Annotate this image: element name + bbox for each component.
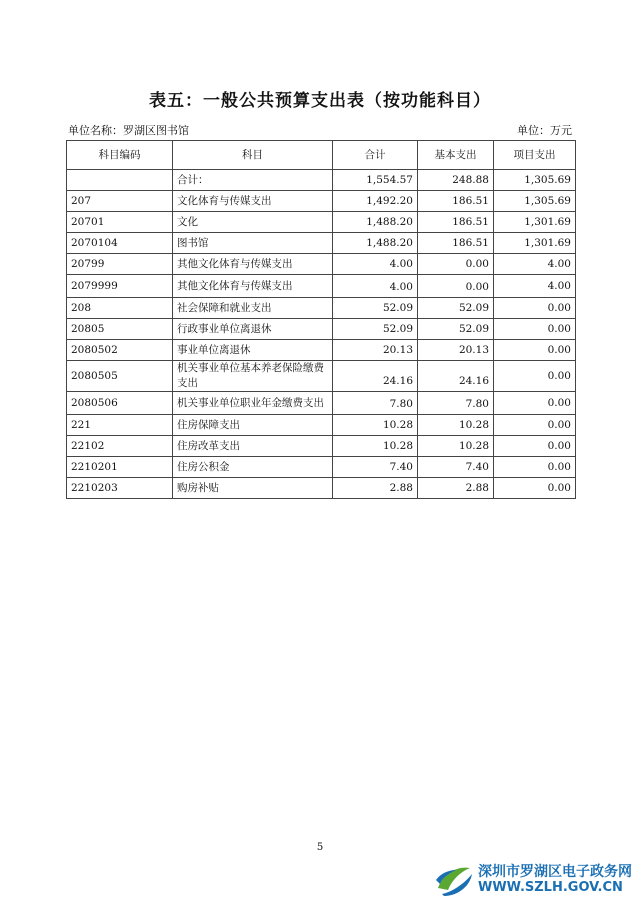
row-basic: 10.28 [418,415,494,436]
page-title: 表五：一般公共预算支出表（按功能科目） [149,91,491,111]
row-name: 住房保障支出 [173,415,333,436]
row-project: 4.00 [494,275,576,298]
row-basic: 186.51 [418,233,494,254]
row-name: 文化 [173,212,333,233]
table-row [67,436,576,457]
row-basic: 0.00 [418,275,494,298]
row-basic: 186.51 [418,191,494,212]
row-code: 2210203 [67,478,173,499]
row-project: 4.00 [494,254,576,275]
table-row [67,361,576,392]
table-row [67,298,576,319]
row-name: 合计： [173,170,333,191]
row-total: 10.28 [333,436,418,457]
row-basic: 248.88 [418,170,494,191]
row-project: 1,305.69 [494,170,576,191]
row-basic: 7.40 [418,457,494,478]
row-project: 0.00 [494,392,576,415]
row-total: 52.09 [333,319,418,340]
row-basic: 186.51 [418,212,494,233]
row-basic: 10.28 [418,436,494,457]
row-basic: 7.80 [418,392,494,415]
site-name-cn: 深圳市罗湖区电子政务网 [478,864,632,880]
table-row [67,478,576,499]
table-row [67,254,576,275]
row-project: 0.00 [494,319,576,340]
row-basic: 52.09 [418,298,494,319]
row-project: 1,301.69 [494,233,576,254]
row-total: 24.16 [333,361,418,392]
row-total: 7.80 [333,392,418,415]
row-name: 其他文化体育与传媒支出 [173,254,333,275]
row-code: 2080506 [67,392,173,415]
header-code: 科目编码 [67,141,173,170]
site-watermark-logo [432,858,632,900]
row-total: 1,488.20 [333,233,418,254]
row-project: 0.00 [494,298,576,319]
table-row [67,415,576,436]
row-project: 0.00 [494,436,576,457]
row-code: 20805 [67,319,173,340]
row-total: 4.00 [333,254,418,275]
row-total: 10.28 [333,415,418,436]
row-basic: 2.88 [418,478,494,499]
row-total: 20.13 [333,340,418,361]
page-number: 5 [316,842,324,853]
row-project: 0.00 [494,415,576,436]
row-project: 0.00 [494,361,576,392]
table-row [67,233,576,254]
table-row [67,340,576,361]
table-header-row [67,141,576,170]
header-basic: 基本支出 [418,141,494,170]
row-name: 社会保障和就业支出 [173,298,333,319]
header-name: 科目 [173,141,333,170]
row-code [67,170,173,191]
row-name: 其他文化体育与传媒支出 [173,275,333,298]
site-url: WWW.SZLH.GOV.CN [478,880,623,895]
row-project: 0.00 [494,340,576,361]
row-code: 208 [67,298,173,319]
table-row [67,275,576,298]
row-project: 0.00 [494,478,576,499]
row-name: 机关事业单位职业年金缴费支出 [173,392,333,415]
row-code: 221 [67,415,173,436]
row-code: 22102 [67,436,173,457]
row-project: 0.00 [494,457,576,478]
table-row [67,457,576,478]
table-row [67,170,576,191]
row-basic: 24.16 [418,361,494,392]
row-total: 7.40 [333,457,418,478]
row-total: 1,554.57 [333,170,418,191]
row-name: 图书馆 [173,233,333,254]
row-project: 1,301.69 [494,212,576,233]
row-name: 住房改革支出 [173,436,333,457]
row-code: 2079999 [67,275,173,298]
header-total: 合计 [333,141,418,170]
row-name: 行政事业单位离退休 [173,319,333,340]
header-project: 项目支出 [494,141,576,170]
row-total: 2.88 [333,478,418,499]
row-name: 住房公积金 [173,457,333,478]
row-code: 20799 [67,254,173,275]
table-row [67,191,576,212]
row-code: 20701 [67,212,173,233]
table-row [67,212,576,233]
row-total: 1,488.20 [333,212,418,233]
row-name: 机关事业单位基本养老保险缴费支出 [173,361,333,392]
row-code: 2210201 [67,457,173,478]
row-basic: 52.09 [418,319,494,340]
row-basic: 0.00 [418,254,494,275]
row-code: 207 [67,191,173,212]
row-basic: 20.13 [418,340,494,361]
unit-name: 单位名称：罗湖区图书馆 [68,124,189,137]
budget-table [66,140,576,499]
row-total: 1,492.20 [333,191,418,212]
table-row [67,319,576,340]
row-name: 文化体育与传媒支出 [173,191,333,212]
row-total: 52.09 [333,298,418,319]
szlh-logo-icon [432,858,476,900]
row-name: 购房补贴 [173,478,333,499]
row-project: 1,305.69 [494,191,576,212]
row-code: 2080505 [67,361,173,392]
row-code: 2070104 [67,233,173,254]
row-name: 事业单位离退休 [173,340,333,361]
unit-label: 单位：万元 [517,124,572,137]
row-code: 2080502 [67,340,173,361]
table-row [67,392,576,415]
row-total: 4.00 [333,275,418,298]
